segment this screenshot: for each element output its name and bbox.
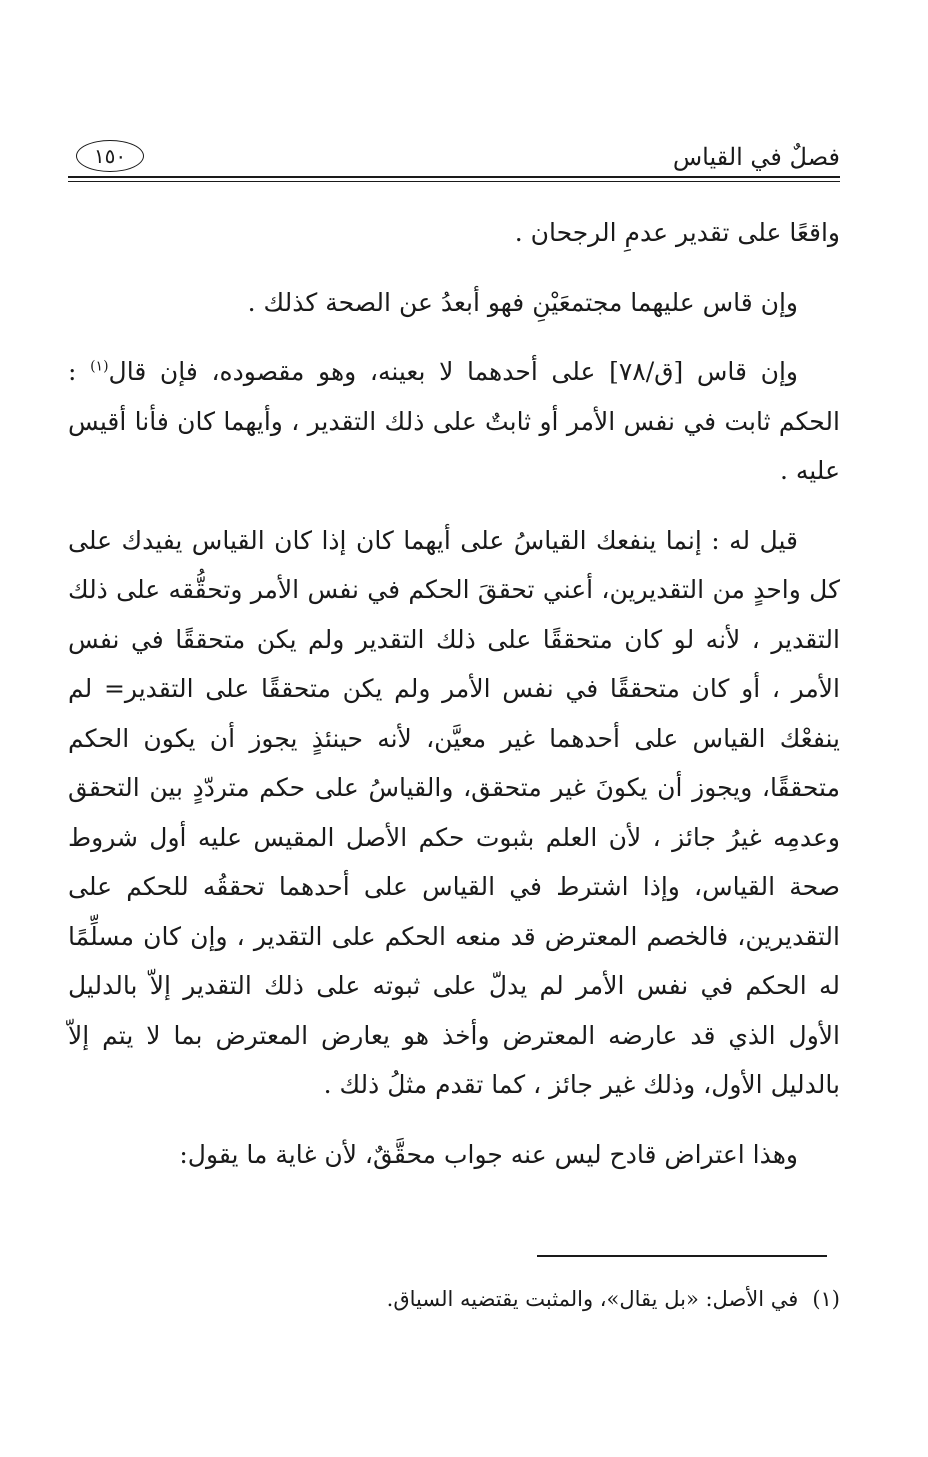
paragraph-4: قيل له : إنما ينفعك القياسُ على أيهما كان إذا كان القياس يفيدك على كل واحدٍ من التقديرين، أعني تحققَ الحكم في نفس الأمر وتحقُّقه على ذلك التقدير ، لأنه لو كان متحققًا على ذلك التقدير ولم يكن متحققًا في نفس الأمر ، أو كان متحققًا في نفس الأمر ولم يكن متحققًا على التقدير= لم ينفعْك القياس على أحدهما غير معيَّن، لأنه حينئذٍ يجوز أن يكون الحكم متحققًا، ويجوز أن يكونَ غير متحقق، والقياسُ على حكم متردّدٍ بين التحقق وعدمِه غيرُ جائز ، لأن العلم بثبوت حكم الأصل المقيس عليه أول شروط صحة القياس، وإذا اشترط في القياس على أحدهما تحققُه للحكم على التقديرين، فالخصم المعترض قد منعه الحكم على التقدير ، وإن كان مسلِّمًا له الحكم في نفس الأمر لم يدلّ على ثبوته على ذلك التقدير إلاّ بالدليل الأول الذي قد عارضه المعترض وأخذ هو يعارض المعترض بما لا يتم إلاّ بالدليل الأول، وذلك غير جائز ، كما تقدم مثلُ ذلك . <box>68 525 840 1099</box>
paragraph-1: واقعًا على تقدير عدمِ الرجحان . <box>514 218 840 247</box>
paragraph-gap <box>68 258 840 278</box>
footnote-rule <box>537 1255 827 1257</box>
page-header <box>68 140 840 182</box>
paragraph-2: وإن قاس عليهما مجتمعَيْنِ فهو أبعدُ عن الصحة كذلك . <box>247 287 798 317</box>
main-text <box>68 208 840 1179</box>
paragraph-5: وهذا اعتراض قادح ليس عنه جواب محقَّقٌ، لأن غاية ما يقول: <box>179 1139 798 1169</box>
paragraph-gap <box>68 1110 840 1130</box>
header-rule-thin <box>68 181 840 182</box>
footnote-reference: (١) <box>90 358 109 375</box>
header-rule <box>68 176 840 178</box>
paragraph-3-text-b: : الحكم ثابت في نفس الأمر أو ثابتٌ على ذلك التقدير ، وأيهما كان فأنا أقيس عليه . <box>68 357 840 485</box>
paragraph-gap <box>68 496 840 516</box>
paragraph-3 <box>68 347 840 496</box>
paragraph-gap <box>68 327 840 347</box>
page-number-badge <box>76 140 144 172</box>
paragraph-3-text-a: وإن قاس [ق/٧٨] على أحدهما لا بعينه، وهو مقصوده، فإن قال <box>108 357 799 386</box>
running-title: فصلٌ في القياس <box>672 143 840 171</box>
footnote-mark: (١) <box>812 1287 840 1311</box>
footnote-text: في الأصل: «بل يقال»، والمثبت يقتضيه السياق. <box>386 1287 799 1311</box>
footnote <box>68 1284 840 1314</box>
page-number: ١٥٠ <box>93 144 127 168</box>
